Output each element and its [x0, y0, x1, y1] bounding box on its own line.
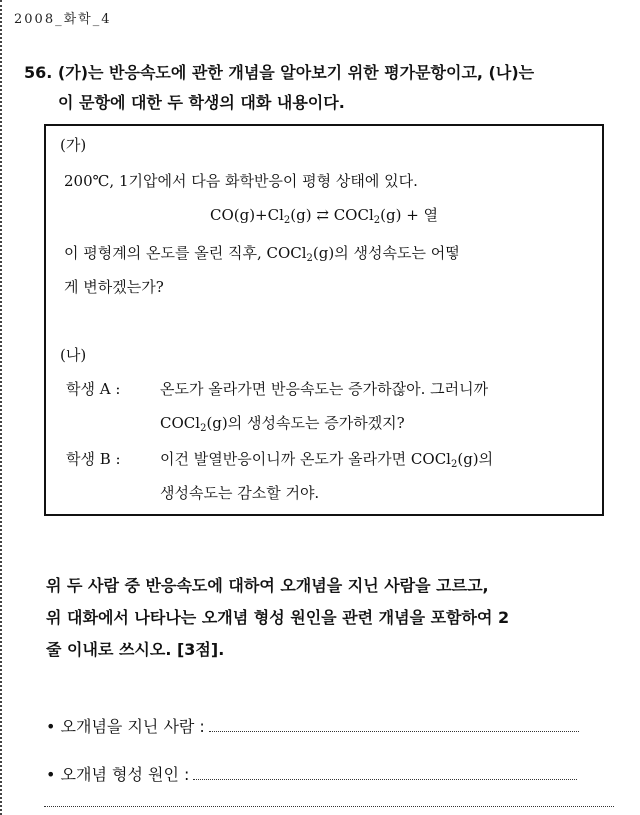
student-b-line-1: 이건 발열반응이니까 온도가 올라가면 COCl$_2$(g)의 [160, 450, 494, 470]
question-number: 56. [24, 63, 53, 82]
ga-line-3: 이 평형계의 온도를 올린 직후, COCl$_2$(g)의 생성속도는 어떻 [64, 244, 460, 264]
answer-field-3[interactable] [44, 806, 614, 807]
handwritten-note: 2008_화학_4 [14, 12, 112, 27]
student-b-line-2: 생성속도는 감소할 거야. [160, 484, 320, 502]
answer-label-1: 오개념을 지닌 사람 : [60, 717, 205, 736]
instruction-line-2: 위 대화에서 나타나는 오개념 형성 원인을 관련 개념을 포함하여 2 [46, 608, 510, 627]
answer-field-2[interactable] [193, 765, 577, 780]
question-heading [24, 58, 614, 118]
answer-item-misconception-cause [46, 762, 577, 785]
student-b-label: 학생 B : [66, 450, 121, 468]
ga-line-4: 게 변하겠는가? [64, 278, 164, 296]
answer-item-misconception-holder [46, 714, 579, 737]
bullet-icon: • [46, 765, 56, 784]
student-a-label: 학생 A : [66, 380, 121, 398]
bullet-icon: • [46, 717, 56, 736]
student-a-line-2: COCl$_2$(g)의 생성속도는 증가하겠지? [160, 414, 405, 434]
ga-label: (가) [60, 136, 87, 154]
page-binding-edge [0, 0, 6, 815]
instruction-line-3: 줄 이내로 쓰시오. [3점]. [46, 640, 225, 659]
instruction-line-1: 위 두 사람 중 반응속도에 대하여 오개념을 지닌 사람을 고르고, [46, 576, 489, 595]
ga-line-1: 200℃, 1기압에서 다음 화학반응이 평형 상태에 있다. [64, 172, 418, 190]
instruction-text [46, 570, 626, 666]
answer-field-1[interactable] [209, 717, 579, 732]
student-a-line-1: 온도가 올라가면 반응속도는 증가하잖아. 그러니까 [160, 380, 489, 398]
answer-label-2: 오개념 형성 원인 : [60, 765, 190, 784]
question-line-2: 이 문항에 대한 두 학생의 대화 내용이다. [58, 93, 345, 112]
question-line-1: 56. (가)는 반응속도에 관한 개념을 알아보기 위한 평가문항이고, (나)는 [24, 63, 535, 82]
equilibrium-equation: $CO(g)+Cl_2(g)$ ⇄ COCl$_2$(g) + 열 [209, 206, 439, 226]
problem-box [44, 124, 604, 516]
na-label: (나) [60, 346, 87, 364]
